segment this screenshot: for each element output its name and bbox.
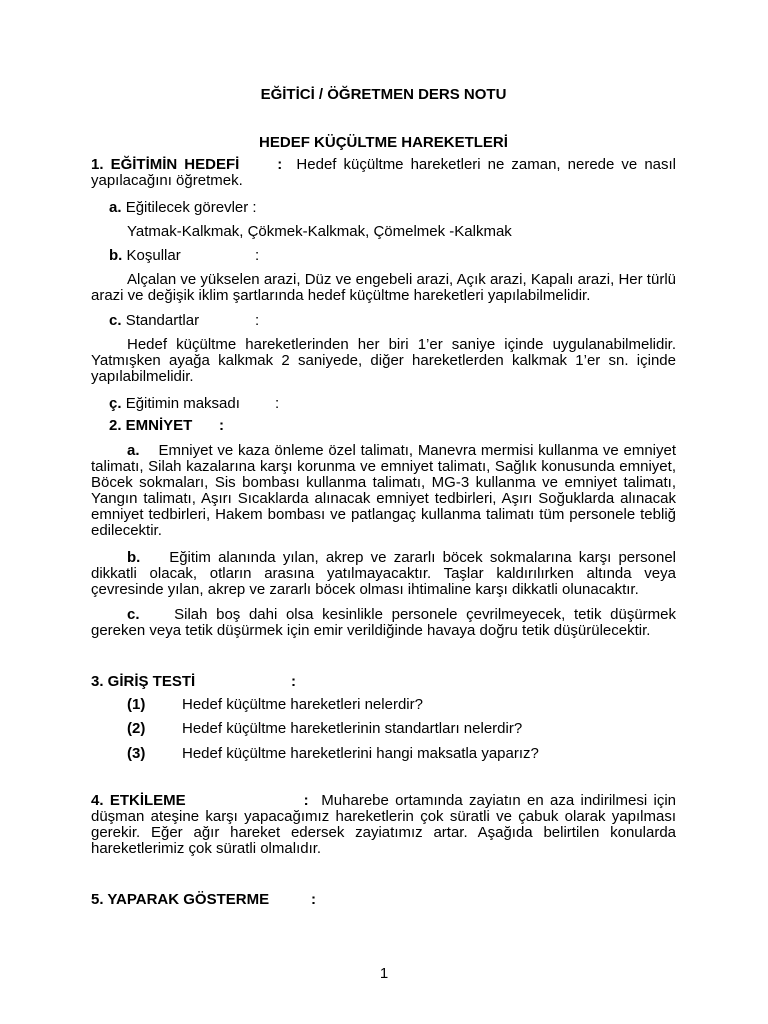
motivation-label: 4. ETKİLEME (91, 792, 186, 809)
motivation-text: Muharebe ortamında zayiatın en aza indirilmesi için düşman ateşine karşı yapacağımız hareketlerin çok süratli ve çabuk olarak yapılması gerekir. Eğer ağır hareket edersek zayiatımız artar. Aşağıda belirtilen konularda hareketlerimiz çok süratli olmalıdır. (91, 792, 676, 857)
motivation-paragraph (91, 793, 676, 857)
question-item (127, 697, 423, 713)
standards-colon: : (255, 312, 260, 329)
conditions-label: Koşullar (126, 247, 181, 264)
safety-c-text: Silah boş dahi olsa kesinlikle personele çevrilmeyecek, tetik düşürmek gereken veya tetik düşürmek için emir verildiğinde havaya doğru tetik düşürülecektir. (91, 606, 676, 639)
conditions-letter: b. (109, 247, 123, 264)
conditions-colon: : (255, 247, 260, 264)
standards-body: Hedef küçültme hareketlerinden her biri 1’er saniye içinde uygulanabilmelidir. Yatmışken ayağa kalkmak 2 saniyede, diğer hareketlerden kalkmak 1’er sn. içinde yapılabilmelidir. (91, 336, 676, 385)
standards-heading (109, 313, 279, 329)
question-item (127, 721, 522, 737)
safety-a-letter: a. (127, 442, 140, 459)
demonstration-label: 5. YAPARAK GÖSTERME (91, 891, 270, 908)
objective-paragraph (91, 157, 676, 189)
safety-c-letter: c. (127, 606, 140, 623)
document-title: EĞİTİCİ / ÖĞRETMEN DERS NOTU (260, 86, 507, 103)
purpose-label: Eğitimin maksadı (125, 395, 240, 412)
tasks-label: Eğitilecek görevler : (125, 199, 257, 216)
safety-b-paragraph (91, 550, 676, 598)
pretest-label: 3. GİRİŞ TESTİ (91, 673, 196, 690)
tasks-letter: a. (109, 199, 122, 216)
objective-label: 1. EĞİTİMİN HEDEFİ (91, 156, 240, 173)
motivation-colon: : (303, 792, 309, 809)
safety-c-paragraph (91, 607, 676, 639)
conditions-body: Alçalan ve yükselen arazi, Düz ve engebeli arazi, Açık arazi, Kapalı arazi, Her türlü arazi ve değişik iklim şartlarında hedef küçültme hareketleri yapılabilmelidir. (91, 271, 676, 304)
question-number: (2) (127, 720, 146, 737)
conditions-heading (109, 248, 279, 264)
question-number: (3) (127, 745, 146, 762)
safety-heading (109, 418, 249, 434)
question-item (127, 746, 539, 762)
section-title: HEDEF KÜÇÜLTME HAREKETLERİ (259, 134, 508, 151)
page-number: 1 (379, 965, 389, 982)
standards-label: Standartlar (125, 312, 200, 329)
demonstration-colon: : (311, 891, 316, 908)
safety-a-text: Emniyet ve kaza önleme özel talimatı, Manevra mermisi kullanma ve emniyet talimatı, Silah kazalarına karşı korunma ve emniyet talimatı, Sağlık konusunda emniyet, Böcek sokmaları, Sis bombası kullanma talimatı, MG-3 kullanma ve emniyet talimatı, Yangın talimatı, Aşırı Sıcaklarda alınacak emniyet tedbirleri, Aşırı Soğuklarda alınacak emniyet tedbirleri, Hakem bombası ve patlangaç kullanma talimatı tüm personele tebliğ edilecektir. (91, 442, 676, 539)
question-text: Hedef küçültme hareketlerinin standartları nelerdir? (182, 720, 523, 737)
standards-letter: c. (109, 312, 122, 329)
question-text: Hedef küçültme hareketlerini hangi maksatla yaparız? (182, 745, 539, 762)
safety-b-letter: b. (127, 549, 141, 566)
safety-colon: : (219, 417, 224, 434)
question-text: Hedef küçültme hareketleri nelerdir? (182, 696, 423, 713)
safety-a-paragraph (91, 443, 676, 539)
pretest-colon: : (291, 673, 296, 690)
safety-label: 2. EMNİYET (109, 417, 193, 434)
objective-text: Hedef küçültme hareketleri ne zaman, nerede ve nasıl yapılacağını öğretmek. (91, 156, 676, 189)
purpose-heading (109, 396, 309, 412)
objective-colon: : (277, 156, 283, 173)
pretest-heading (91, 674, 676, 690)
question-number: (1) (127, 696, 146, 713)
tasks-body: Yatmak-Kalkmak, Çökmek-Kalkmak, Çömelmek -Kalkmak (127, 223, 512, 240)
purpose-letter: ç. (109, 395, 122, 412)
demonstration-heading (91, 892, 676, 908)
safety-b-text: Eğitim alanında yılan, akrep ve zararlı böcek sokmalarına karşı personel dikkatli olacak, otların arasına yatılmayacaktır. Taşlar kaldırılırken altında veya çevresinde yılan, akrep ve zararlı böcek olması ihtimaline karşı dikkatli olunacaktır. (91, 549, 677, 598)
purpose-colon: : (275, 395, 280, 412)
tasks-heading (109, 200, 257, 216)
